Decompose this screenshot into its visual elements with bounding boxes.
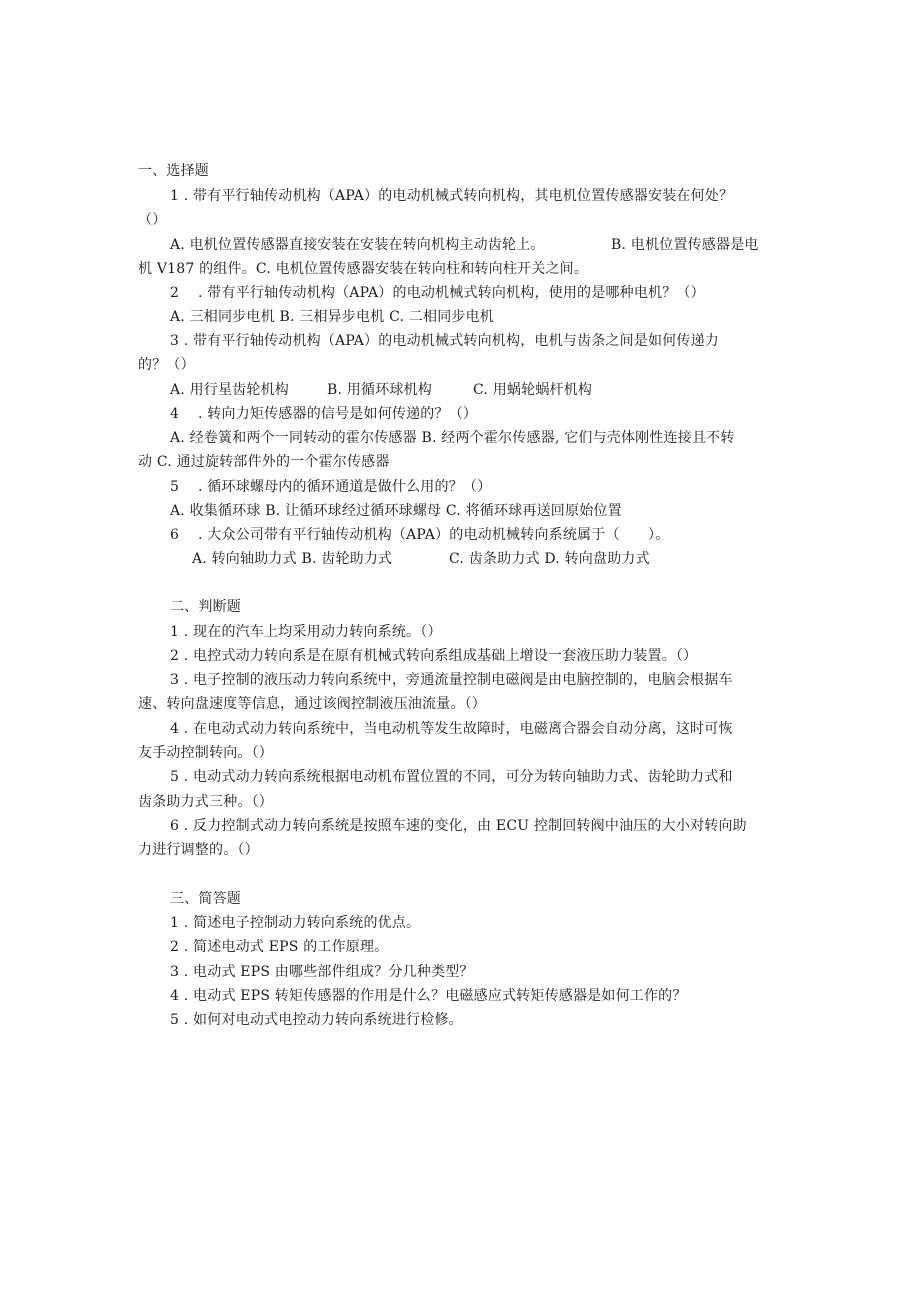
- question-1-line-2: （）: [138, 212, 167, 228]
- question-3-line-1: 3 . 带有平行轴传动机构（APA）的电动机械式转向机构，电机与齿条之间是如何传递力: [170, 333, 720, 349]
- judgement-2: 2 . 电控式动力转向系是在原有机械式转向系组成基础上增设一套液压助力装置。（）: [170, 648, 698, 664]
- question-1-options-line-2: 机 V187 的组件。C. 电机位置传感器安装在转向柱和转向柱开关之间。: [138, 261, 589, 277]
- question-3-option-c: C. 用蜗轮蜗杆机构: [473, 382, 593, 398]
- question-5-options: A. 收集循环球 B. 让循环球经过循环球螺母 C. 将循环球再送回原始位置: [170, 503, 622, 519]
- question-6-options-ab: A. 转向轴助力式 B. 齿轮助力式: [192, 551, 393, 567]
- judgement-4-line-1: 4 . 在电动式动力转向系统中，当电动机等发生故障时，电磁离合器会自动分离，这时可恢: [170, 721, 733, 737]
- section-heading-short-answer: 三、简答题: [170, 891, 241, 907]
- question-5-number: 5: [170, 479, 180, 495]
- judgement-1: 1 . 现在的汽车上均采用动力转向系统。（）: [170, 624, 442, 640]
- question-6-options-cd: C. 齿条助力式 D. 转向盘助力式: [449, 551, 650, 567]
- question-4-number: 4: [170, 406, 180, 422]
- judgement-4-line-2: 友手动控制转向。（）: [138, 745, 273, 761]
- judgement-3-line-1: 3 . 电子控制的液压动力转向系统中，旁通流量控制电磁阀是由电脑控制的，电脑会根据车: [170, 672, 733, 688]
- question-1-option-b: B. 电机位置传感器是电: [611, 237, 759, 253]
- short-answer-5: 5 . 如何对电动式电控动力转向系统进行检修。: [170, 1012, 463, 1028]
- question-3-line-2: 的？（）: [138, 357, 195, 373]
- short-answer-2: 2 . 简述电动式 EPS 的工作原理。: [170, 939, 389, 955]
- short-answer-3: 3 . 电动式 EPS 由哪些部件组成？分几种类型？: [170, 964, 474, 980]
- question-3-option-b: B. 用循环球机构: [327, 382, 432, 398]
- judgement-5-line-1: 5 . 电动式动力转向系统根据电动机布置位置的不同，可分为转向轴助力式、齿轮助力式和: [170, 769, 733, 785]
- question-2-number: 2: [170, 285, 180, 301]
- question-6-text: . 大众公司带有平行轴传动机构（APA）的电动机械转向系统属于（ ）。: [198, 527, 670, 543]
- question-1-option-a: A. 电机位置传感器直接安装在安装在转向机构主动齿轮上。: [170, 237, 545, 253]
- judgement-3-line-2: 速、转向盘速度等信息，通过该阀控制液压油流量。（）: [138, 696, 486, 712]
- question-1-line-1: 1 . 带有平行轴传动机构（APA）的电动机械式转向机构，其电机位置传感器安装在何处？: [170, 188, 734, 204]
- question-4-options-line-2: 动 C. 通过旋转部件外的一个霍尔传感器: [138, 454, 390, 470]
- question-6-number: 6: [170, 527, 180, 543]
- section-heading-judgement: 二、判断题: [170, 599, 241, 615]
- question-4-options-line-1: A. 经卷簧和两个一同转动的霍尔传感器 B. 经两个霍尔传感器, 它们与壳体刚性连接且不转: [170, 430, 735, 446]
- short-answer-4: 4 . 电动式 EPS 转矩传感器的作用是什么？电磁感应式转矩传感器是如何工作的？: [170, 988, 687, 1004]
- question-5-text: . 循环球螺母内的循环通道是做什么用的？（）: [198, 479, 492, 495]
- short-answer-1: 1 . 简述电子控制动力转向系统的优点。: [170, 915, 421, 931]
- question-4-text: . 转向力矩传感器的信号是如何传递的？（）: [198, 406, 478, 422]
- section-heading-choice: 一、选择题: [138, 163, 209, 179]
- question-3-option-a: A. 用行星齿轮机构: [170, 382, 290, 398]
- judgement-6-line-1: 6 . 反力控制式动力转向系统是按照车速的变化，由 ECU 控制回转阀中油压的大小对转向助: [170, 818, 747, 834]
- judgement-6-line-2: 力进行调整的。（）: [138, 842, 259, 858]
- question-2-text: . 带有平行轴传动机构（APA）的电动机械式转向机构，使用的是哪种电机？（）: [198, 285, 705, 301]
- question-2-options: A. 三相同步电机 B. 三相异步电机 C. 二相同步电机: [170, 309, 495, 325]
- judgement-5-line-2: 齿条助力式三种。（）: [138, 794, 273, 810]
